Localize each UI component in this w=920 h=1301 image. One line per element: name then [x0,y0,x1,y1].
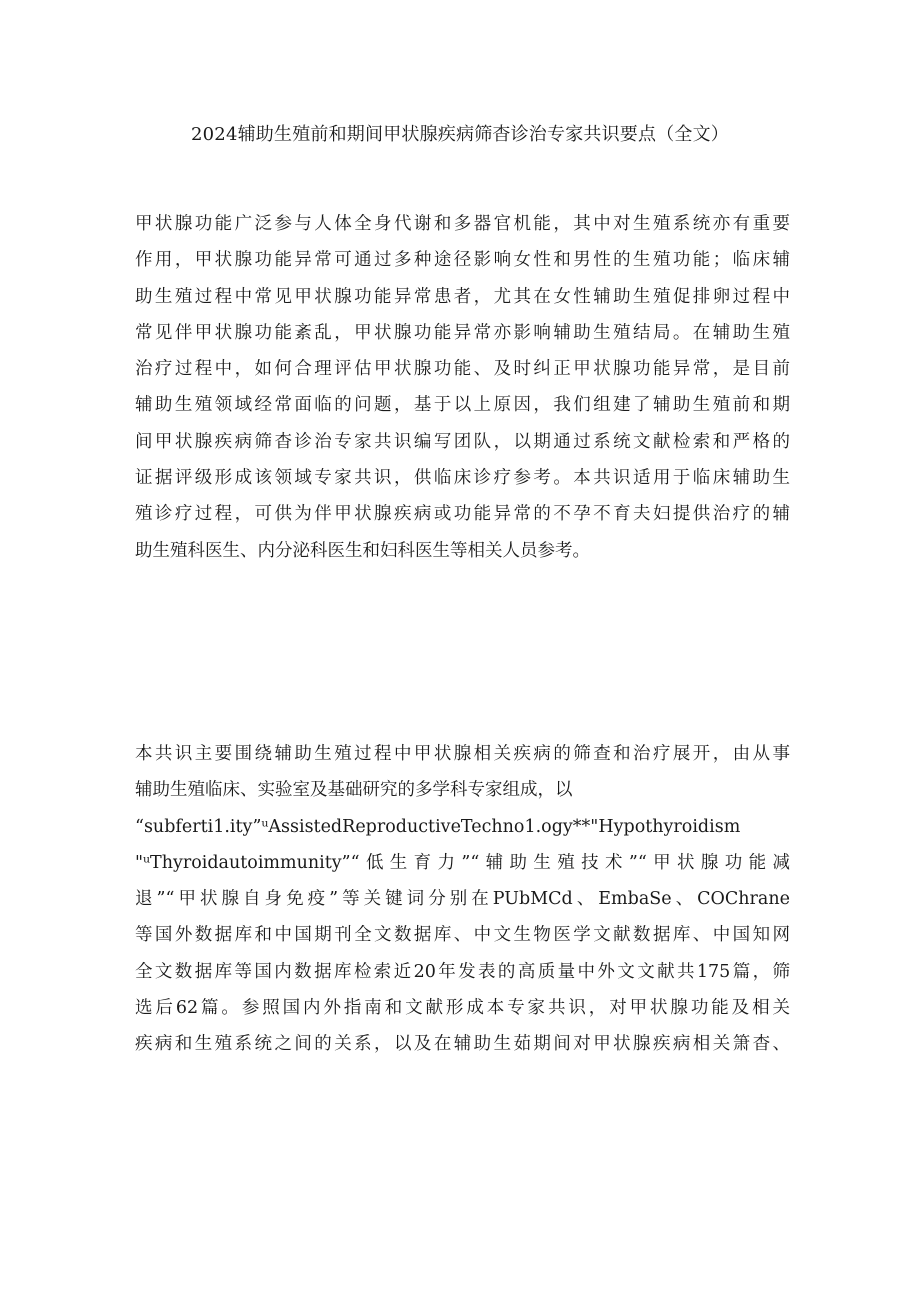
paragraph-line: 辅助生殖领域经常面临的问题，基于以上原因，我们组建了辅助生殖前和期 [135,395,790,416]
paragraph-line: 证据评级形成该领域专家共识，供临床诊疗参考。本共识适用于临床辅助生 [135,468,790,489]
paragraph-line: 殖诊疗过程，可供为伴甲状腺疾病或功能异常的不孕不育夫妇提供治疗的辅 [135,504,790,525]
paragraph-line: 助生殖科医生、内分泌科医生和妇科医生等相关人员参考。 [135,540,590,561]
paragraph-line: 辅助生殖临床、实验室及基础研究的多学科专家组成，以 [135,780,573,801]
paragraph-methods [135,736,790,1063]
paragraph-line: 常见伴甲状腺功能紊乱，甲状腺功能异常亦影响辅助生殖结局。在辅助生殖 [135,322,790,343]
paragraph-line: 治疗过程中，如何合理评估甲状腺功能、及时纠正甲状腺功能异常，是目前 [135,359,790,380]
paragraph-line: 助生殖过程中常见甲状腺功能异常患者，尤其在女性辅助生殖促排卵过程中 [135,286,790,307]
paragraph-line: “subferti1.ity”ᵘAssistedReproductiveTechno1.ogy**"Hypothyroidism [135,816,741,837]
document-title: 2024辅助生殖前和期间甲状腺疾病筛杳诊治专家共识要点（全文） [190,124,729,145]
paragraph-line: 间甲状腺疾病筛杳诊治专家共识编写团队，以期通过系统文献检索和严格的 [135,431,790,452]
paragraph-line: "ᵘThyroidautoimmunity”“低生育力”“辅助生殖技术”“甲状腺功能减 [135,852,790,873]
paragraph-line: 全文数据库等国内数据库检索近20年发表的高质量中外文文献共175篇，筛 [135,961,790,982]
paragraph-introduction [135,206,790,569]
paragraph-line: 疾病和生殖系统之间的关系，以及在辅助生茹期间对甲状腺疾病相关箫杳、 [135,1034,790,1055]
paragraph-line: 作用，甲状腺功能异常可通过多种途径影响女性和男性的生殖功能；临床辅 [135,250,790,271]
paragraph-line: 甲状腺功能广泛参与人体全身代谢和多器官机能，其中对生殖系统亦有重要 [135,214,790,234]
paragraph-line: 等国外数据库和中国期刊全文数据库、中文生物医学文献数据库、中国知网 [135,925,790,946]
paragraph-line: 退”“甲状腺自身免疫”等关键词分别在PUbMCd、EmbaSe、COChrane [135,889,790,910]
paragraph-line: 本共识主要围绕辅助生殖过程中甲状腺相关疾病的筛查和治疗展开，由从事 [135,744,790,764]
paragraph-line: 选后62篇。参照国内外指南和文献形成本专家共识，对甲状腺功能及相关 [135,998,790,1019]
